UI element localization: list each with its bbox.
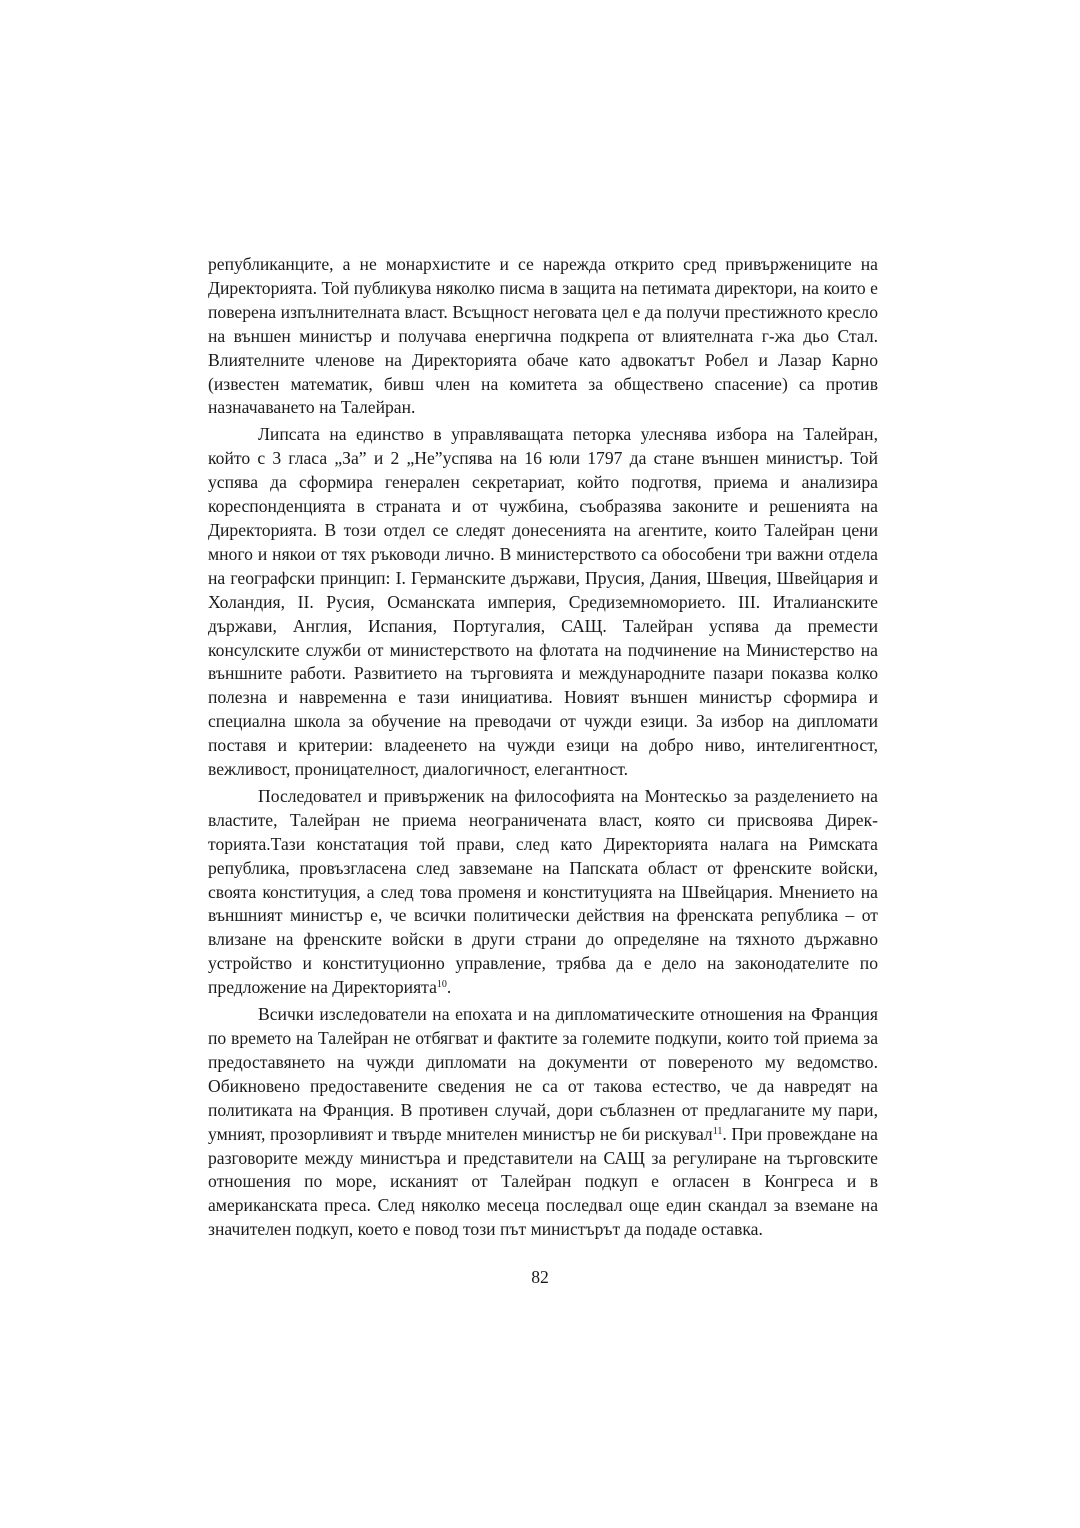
paragraph-4-tail: . При провеждане на разговорите между министъра и представители на САЩ за регулиране на търговските отношения по море, исканият от Талейран подкуп е огласен в Конгреса и в американската преса. След няколко месеца последвал още един скандал за вземане на значителен подкуп, което е повод този път министърът да подаде оставка. — [208, 1123, 878, 1240]
paragraph-4 — [208, 1003, 878, 1242]
paragraph-1-text: републиканците, а не монархистите и се нарежда открито сред привържениците на Директорията. Той публикува няколко писма в защита на петимата директори, на които е поверена изпълнителната власт. Всъщност неговата цел е да получи престижното кресло на външен министър и получава енергична подкрепа от влиятелната г-жа дьо Стал. Влиятелните членове на Директорията обаче като адвокатът Робел и Лазар Карно (известен математик, бивш член на комитета за обществено спасение) са против назначаването на Талейран. — [208, 254, 878, 418]
page-number: 82 — [531, 1267, 549, 1287]
paragraph-3-text: Последовател и привърженик на философията на Монтескьо за разделението на властите, Талейран не приема неограничената власт, която си присвоява Директорията.Тази констатация той прави, след като Директорията налага на Римската република, провъзгласена след завземане на Папската област от френските войски, своята конституция, а след това променя и конституцията на Швейцария. Мнението на външният министър е, че всички политически действия на френската република – от влизане на френските войски в други страни до определяне на тяхното държавно устройство и конституционно управление, трябва да е дело на законодателите по предложение на Директорията — [208, 785, 878, 998]
paragraph-3 — [208, 785, 878, 1000]
paragraph-2 — [208, 423, 878, 782]
paragraph-2-text: Липсата на единство в управляващата петорка улеснява избора на Талейран, който с 3 гласа „За” и 2 „Не”успява на 16 юли 1797 да стане външен министър. Той успява да сформира генерален секретариат, който подготвя, приема и анализира кореспонденцията в страната и от чужбина, съобразява законите и решенията на Директорията. В този отдел се следят донесенията на агентите, които Талейран цени много и някои от тях ръководи лично. В министерството са обособени три важни отдела на географски принцип: І. Германските държави, Прусия, Дания, Швеция, Швейцария и Холандия, ІІ. Русия, Османската империя, Средиземноморието. ІІІ. Италианските държави, Англия, Испания, Португалия, САЩ. Талейран успява да премести консулските служби от министерството на флотата на подчинение на Министерство на външните работи. Развитието на търговията и международните пазари показва колко полезна и навременна е тази инициатива. Новият външен министър сформира и специална школа за обучение на преводачи от чужди езици. За избор на дипломати поставя и критерии: владеенето на чужди езици на добро ниво, интелигентност, вежливост, проницателност, диалогичност, елегантност. — [208, 424, 878, 780]
paragraph-4-text: Всички изследователи на епохата и на дипломатическите отношения на Франция по времето на Талейран не отбягват и фактите за големите подкупи, които той приема за предоставянето на чужди дипломати на документи от повереното му ведомство. Обикновено предоставените сведения не са от такова естество, че да навредят на политиката на Франция. В противен случай, дори съблазнен от предлаганите му пари, умният, прозорливият и твърде мнителен министър не би рискувал — [208, 1004, 878, 1144]
paragraph-3-tail: . — [446, 977, 452, 998]
footnote-ref-10: 10 — [436, 979, 447, 991]
body-text — [208, 253, 878, 1245]
paragraph-1 — [208, 253, 878, 420]
footnote-ref-11: 11 — [712, 1125, 723, 1137]
